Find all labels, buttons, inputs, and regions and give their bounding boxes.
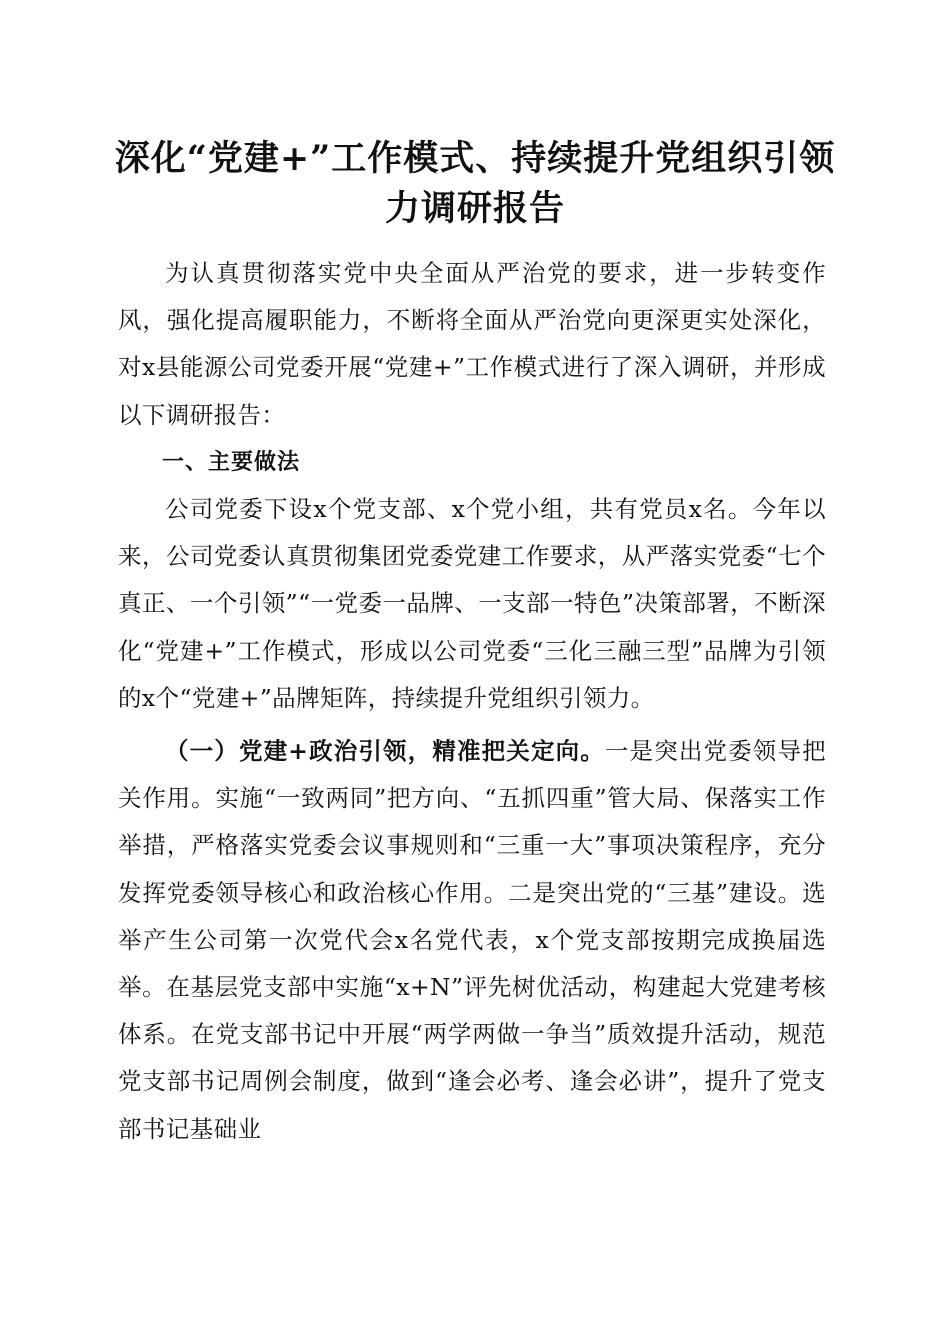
document-title: 深化“党建+”工作模式、持续提升党组织引领力调研报告 bbox=[114, 138, 836, 229]
document-body bbox=[118, 250, 826, 1153]
subsection-paragraph bbox=[118, 728, 826, 1153]
subsection-text: 一是突出党委领导把关作用。实施“一致两同”把方向、“五抓四重”管大局、保落实工作举措，严格落实党委会议事规则和“三重一大”事项决策程序，充分发挥党委领导核心和政治核心作用。二是突出党的“三基”建设。选举产生公司第一次党代会x名党代表，x个党支部按期完成换届选举。在基层党支部中实施“x+N”评先树优活动，构建起大党建考核体系。在党支部书记中开展“两学两做一争当”质效提升活动，规范党支部书记周例会制度，做到“逢会必考、逢会必讲”，提升了党支部书记基础业 bbox=[118, 737, 826, 1143]
subsection-heading: （一）党建+政治引领，精准把关定向。 bbox=[165, 737, 605, 766]
section-paragraph: 公司党委下设x个党支部、x个党小组，共有党员x名。今年以来，公司党委认真贯彻集团党委党建工作要求，从严落实党委“七个真正、一个引领”“一党委一品牌、一支部一特色”决策部署，不断深化“党建+”工作模式，形成以公司党委“三化三融三型”品牌为引领的x个“党建+”品牌矩阵，持续提升党组织引领力。 bbox=[118, 495, 826, 712]
section-heading-main-practices: 一、主要做法 bbox=[162, 449, 301, 475]
intro-paragraph: 为认真贯彻落实党中央全面从严治党的要求，进一步转变作风，强化提高履职能力，不断将全面从严治党向更深更实处深化，对x县能源公司党委开展“党建+”工作模式进行了深入调研，并形成以下调研报告： bbox=[118, 259, 826, 429]
